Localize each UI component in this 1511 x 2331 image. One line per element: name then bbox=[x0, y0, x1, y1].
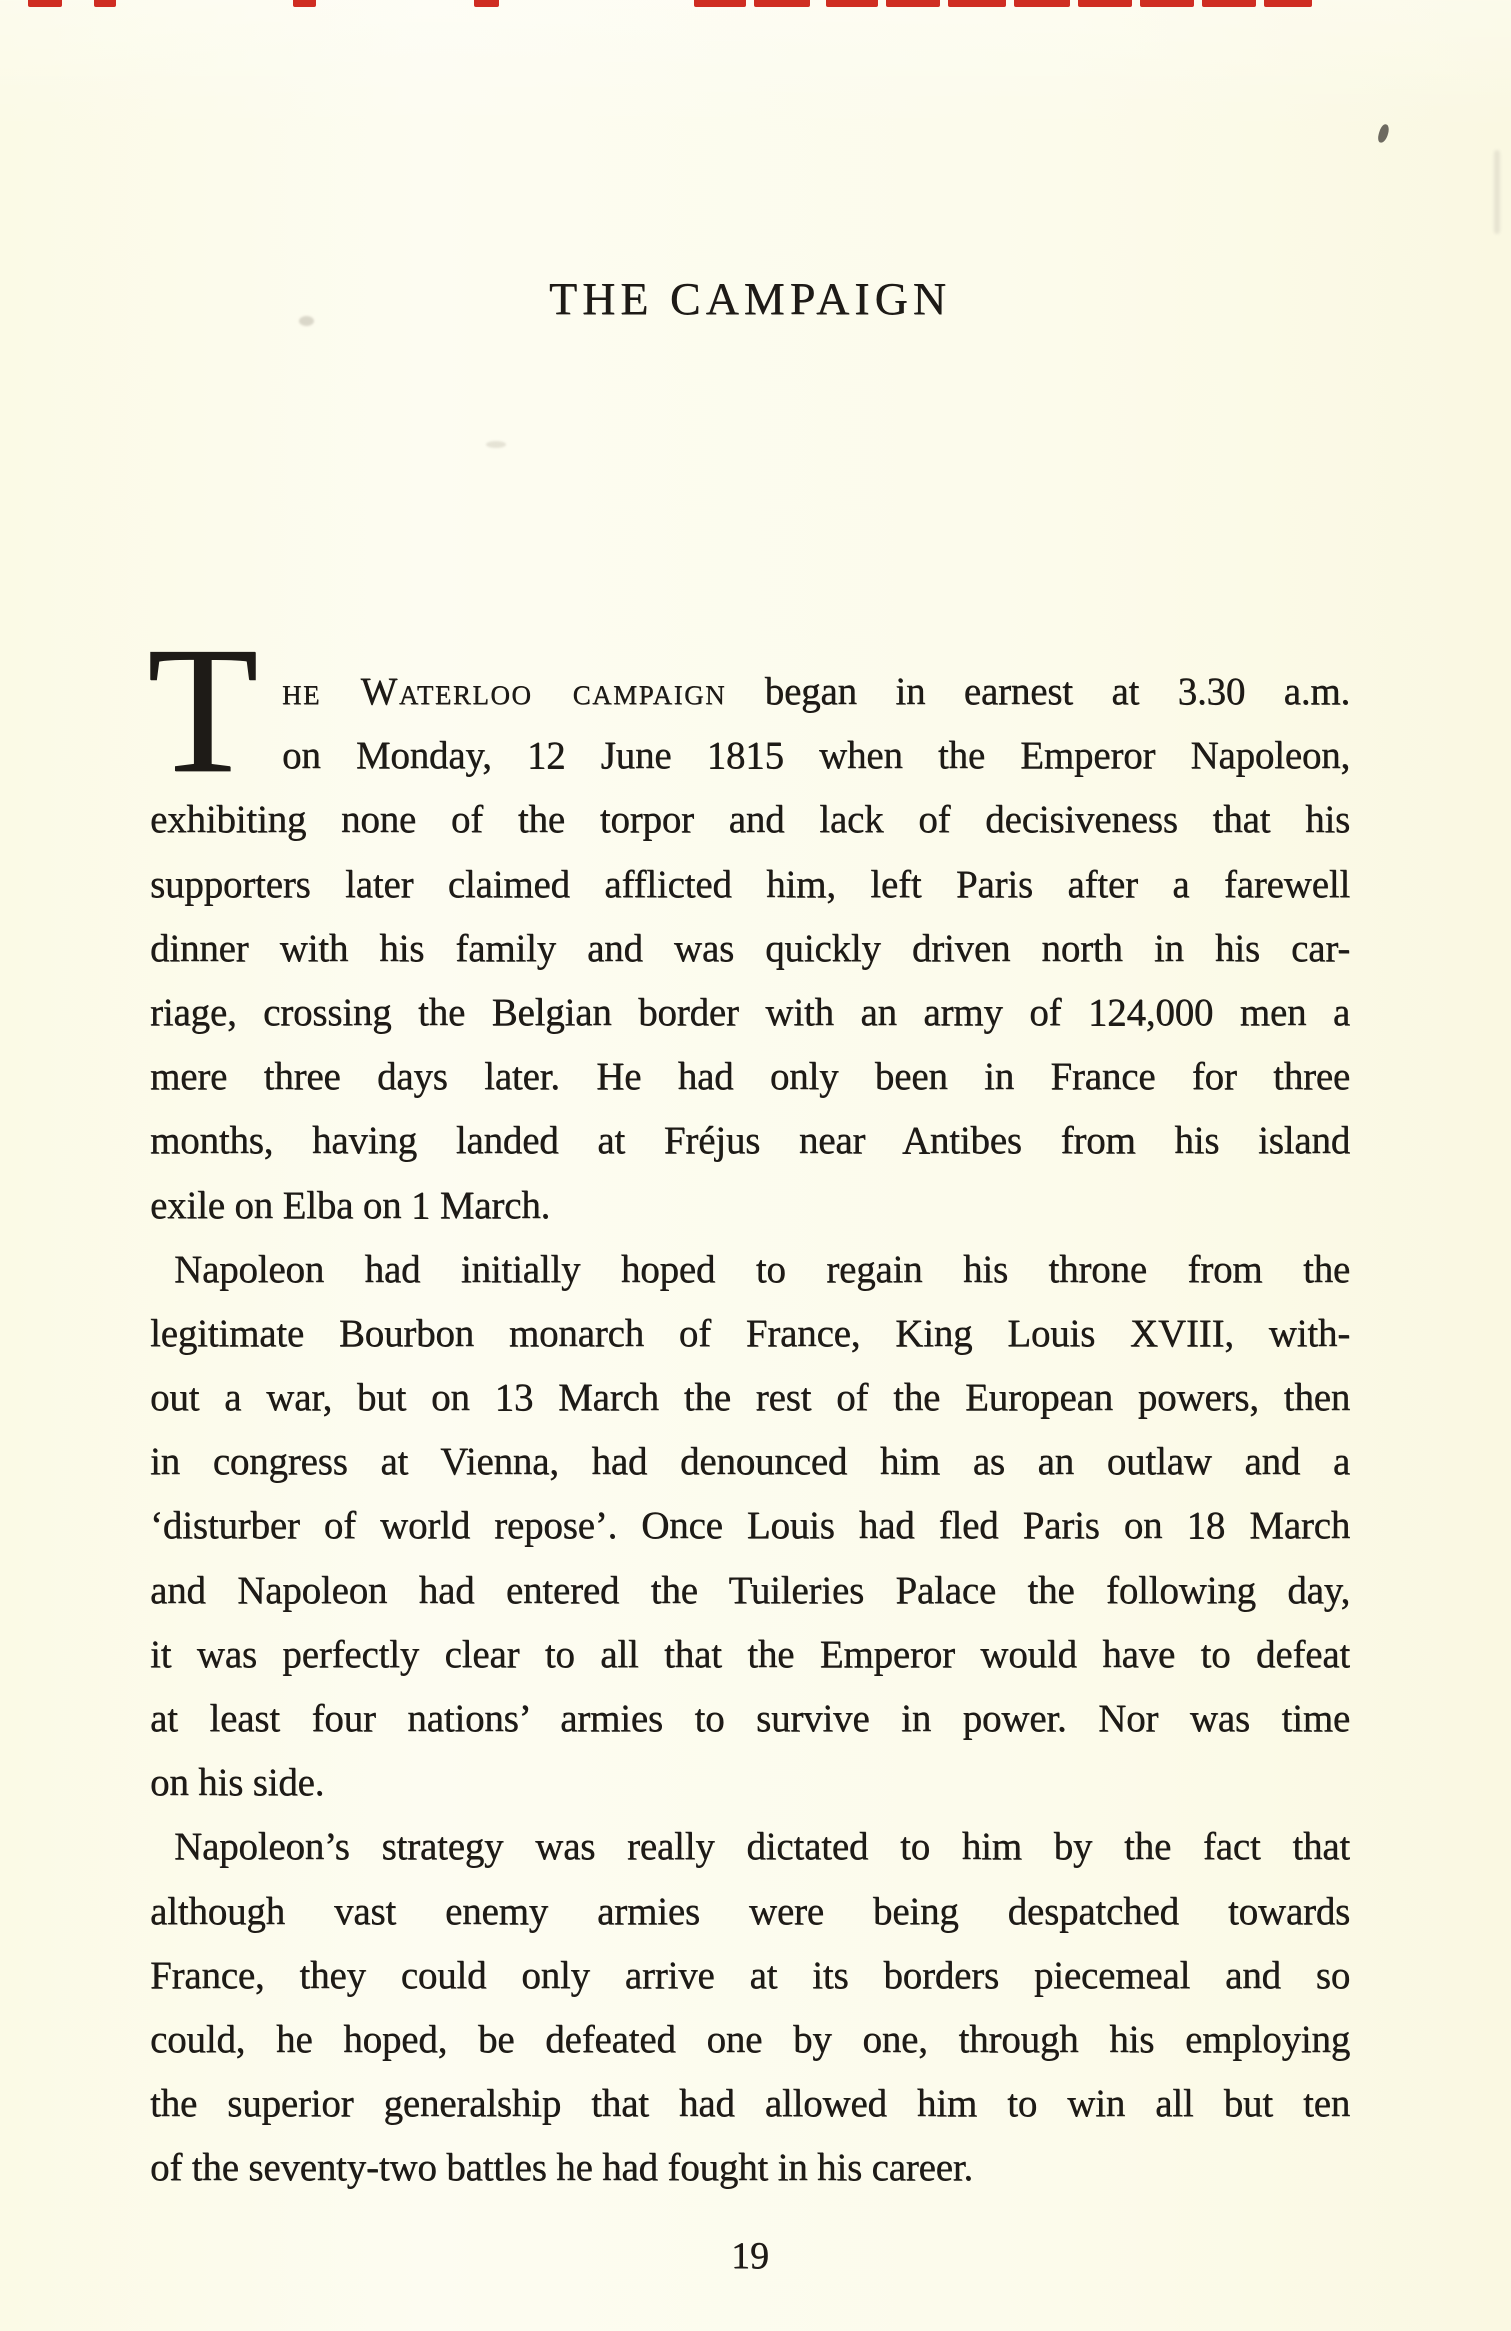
scan-speck bbox=[1494, 150, 1500, 234]
red-edge-mark bbox=[948, 0, 1006, 7]
text-line: of the seventy-two battles he had fought in his career. bbox=[150, 2146, 973, 2190]
red-edge-mark bbox=[754, 0, 810, 7]
scan-speck bbox=[1377, 123, 1390, 144]
scan-speck bbox=[486, 441, 506, 448]
text-line: dinner with his family and was quickly driven north in his car- bbox=[150, 926, 1350, 970]
text-line: France, they could only arrive at its borders piecemeal and so bbox=[150, 1953, 1350, 1997]
text-line: ‘disturber of world repose’. Once Louis had fled Paris on 18 March bbox=[150, 1504, 1350, 1548]
text-line: it was perfectly clear to all that the Emperor would have to defeat bbox=[150, 1632, 1350, 1676]
text-line: in congress at Vienna, had denounced him as an outlaw and a bbox=[150, 1440, 1350, 1484]
text-line: and Napoleon had entered the Tuileries Palace the following day, bbox=[150, 1568, 1350, 1612]
opening-small-caps: he Waterloo campaign bbox=[282, 670, 727, 713]
red-edge-mark bbox=[1140, 0, 1194, 7]
red-edge-mark bbox=[1202, 0, 1256, 7]
text-line: supporters later claimed afflicted him, left Paris after a farewell bbox=[150, 862, 1350, 906]
text-line: exile on Elba on 1 March. bbox=[150, 1183, 551, 1227]
text-line: riage, crossing the Belgian border with an army of 124,000 men a bbox=[150, 990, 1350, 1034]
text-line: Napoleon’s strategy was really dictated to him by the fact that bbox=[174, 1825, 1350, 1869]
text-line: at least four nations’ armies to survive in power. Nor was time bbox=[150, 1697, 1350, 1740]
red-edge-mark bbox=[886, 0, 940, 7]
text-line: the superior generalship that had allowed him to win all but ten bbox=[150, 2082, 1350, 2126]
drop-cap: T bbox=[147, 610, 259, 811]
red-edge-mark bbox=[826, 0, 878, 7]
red-edge-mark bbox=[28, 0, 62, 7]
text-line: legitimate Bourbon monarch of France, King Louis XVIII, with- bbox=[150, 1311, 1350, 1355]
text-line bbox=[150, 660, 1350, 724]
page-number: 19 bbox=[731, 2235, 769, 2277]
red-edge-mark bbox=[694, 0, 746, 7]
text-line: on his side. bbox=[150, 1761, 325, 1805]
opening-rest: began in earnest at 3.30 a.m. bbox=[726, 670, 1350, 713]
text-line: months, having landed at Fréjus near Antibes from his island bbox=[150, 1119, 1350, 1163]
text-line: out a war, but on 13 March the rest of the European powers, then bbox=[150, 1376, 1350, 1420]
text-line: mere three days later. He had only been in France for three bbox=[150, 1055, 1350, 1099]
red-edge-mark bbox=[474, 0, 499, 7]
red-edge-mark bbox=[94, 0, 116, 7]
red-edge-mark bbox=[1078, 0, 1132, 7]
text-line: could, he hoped, be defeated one by one, through his employing bbox=[150, 2017, 1350, 2061]
body-text bbox=[150, 660, 1350, 2201]
text-line: on Monday, 12 June 1815 when the Emperor Napoleon, bbox=[282, 734, 1350, 778]
red-edge-mark bbox=[1014, 0, 1070, 7]
text-line: exhibiting none of the torpor and lack of decisiveness that his bbox=[150, 798, 1350, 842]
red-edge-mark bbox=[1264, 0, 1312, 7]
red-edge-mark bbox=[293, 0, 316, 7]
text-line: although vast enemy armies were being despatched towards bbox=[150, 1889, 1350, 1933]
chapter-title: THE CAMPAIGN bbox=[548, 273, 952, 324]
text-line: Napoleon had initially hoped to regain his throne from the bbox=[174, 1247, 1350, 1291]
